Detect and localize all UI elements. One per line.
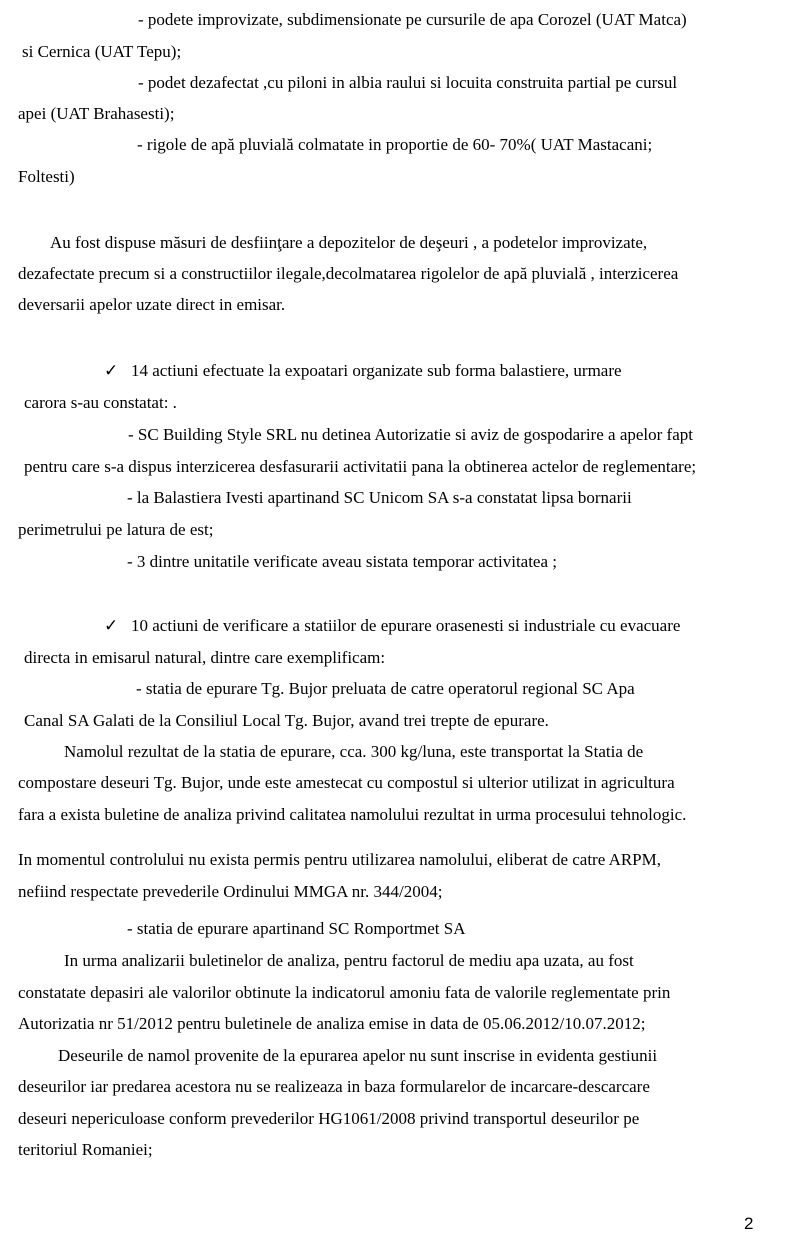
text-line: deversarii apelor uzate direct in emisar. [18, 295, 286, 314]
text-line: compostare deseuri Tg. Bujor, unde este amestecat cu compostul si ulterior utilizat in agricultura [18, 773, 675, 792]
text-line: teritoriul Romaniei; [18, 1140, 153, 1159]
text-line: apei (UAT Brahasesti); [18, 104, 175, 123]
text-line: Foltesti) [18, 167, 75, 186]
text-line: Autorizatia nr 51/2012 pentru buletinele de analiza emise in data de 05.06.2012/10.07.2012; [18, 1014, 646, 1033]
checkmark-icon: ✓ [104, 616, 119, 635]
page-number: 2 [744, 1214, 754, 1233]
text-line: directa in emisarul natural, dintre care exemplificam: [24, 648, 386, 667]
text-line: Canal SA Galati de la Consiliul Local Tg. Bujor, avand trei trepte de epurare. [24, 711, 549, 730]
text-line: dezafectate precum si a constructiilor ilegale,decolmatarea rigolelor de apă pluvială , interzicerea [18, 264, 679, 283]
text-line: fara a exista buletine de analiza privind calitatea namolului rezultat in urma procesului tehnologic. [18, 805, 687, 824]
text-line: Deseurile de namol provenite de la epurarea apelor nu sunt inscrise in evidenta gestiunii [58, 1046, 658, 1065]
text-line: In urma analizarii buletinelor de analiza, pentru factorul de mediu apa uzata, au fost [64, 951, 634, 970]
text-line: - podete improvizate, subdimensionate pe cursurile de apa Corozel (UAT Matca) [138, 10, 687, 29]
text-line: nefiind respectate prevederile Ordinului MMGA nr. 344/2004; [18, 882, 443, 901]
text-line: 10 actiuni de verificare a statiilor de epurare orasenesti si industriale cu evacuare [131, 616, 681, 635]
text-line: - rigole de apă pluvială colmatate in proportie de 60- 70%( UAT Mastacani; [137, 135, 653, 154]
text-line: - statia de epurare Tg. Bujor preluata de catre operatorul regional SC Apa [136, 679, 635, 698]
text-line: 14 actiuni efectuate la expoatari organizate sub forma balastiere, urmare [131, 361, 622, 380]
text-line: constatate depasiri ale valorilor obtinute la indicatorul amoniu fata de valorile reglementate prin [18, 983, 671, 1002]
checkmark-icon: ✓ [104, 361, 119, 380]
text-line: pentru care s-a dispus interzicerea desfasurarii activitatii pana la obtinerea actelor de reglementare; [24, 457, 697, 476]
text-line: - la Balastiera Ivesti apartinand SC Unicom SA s-a constatat lipsa bornarii [127, 488, 632, 507]
text-line: - SC Building Style SRL nu detinea Autorizatie si aviz de gospodarire a apelor fapt [128, 425, 693, 444]
text-line: - 3 dintre unitatile verificate aveau sistata temporar activitatea ; [127, 552, 557, 571]
text-line: deseurilor iar predarea acestora nu se realizeaza in baza formularelor de incarcare-descarcare [18, 1077, 650, 1096]
text-line: si Cernica (UAT Tepu); [22, 42, 182, 61]
text-line: - statia de epurare apartinand SC Romportmet SA [127, 919, 466, 938]
text-line: - podet dezafectat ,cu piloni in albia raului si locuita construita partial pe cursul [138, 73, 678, 92]
text-line: carora s-au constatat: . [24, 393, 177, 412]
text-line: Au fost dispuse măsuri de desfiinţare a depozitelor de deşeuri , a podetelor improvizate, [50, 233, 648, 252]
text-line: Namolul rezultat de la statia de epurare, cca. 300 kg/luna, este transportat la Statia de [64, 742, 644, 761]
text-line: deseuri nepericuloase conform prevederilor HG1061/2008 privind transportul deseurilor pe [18, 1109, 640, 1128]
text-line: In momentul controlului nu exista permis pentru utilizarea namolului, eliberat de catre ARPM, [18, 850, 662, 869]
text-line: perimetrului pe latura de est; [18, 520, 214, 539]
